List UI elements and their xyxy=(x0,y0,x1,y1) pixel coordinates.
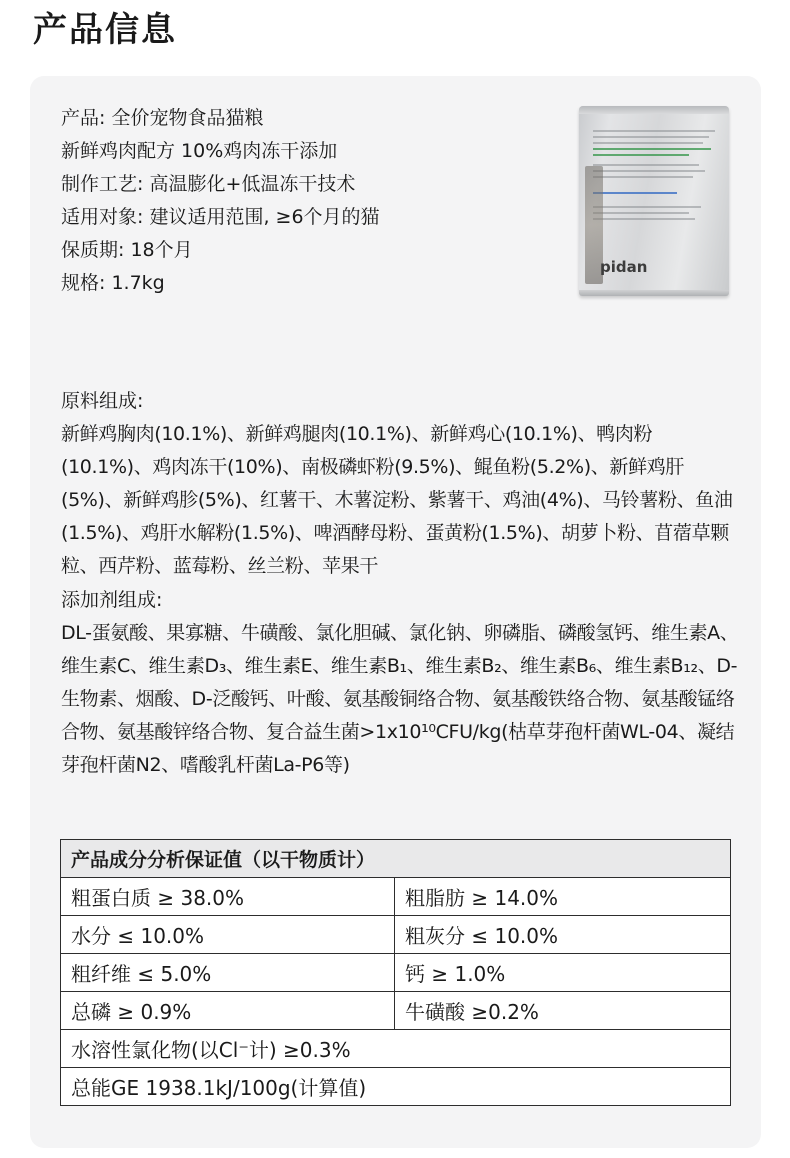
table-cell: 牛磺酸 ≥0.2% xyxy=(395,992,731,1030)
table-cell-full: 水溶性氯化物(以Cl⁻计) ≥0.3% xyxy=(61,1030,731,1068)
ingredients-section xyxy=(61,385,741,583)
bag-brand-label: pidan xyxy=(600,258,648,276)
ingredients-heading: 原料组成: xyxy=(61,390,144,412)
table-cell: 总磷 ≥ 0.9% xyxy=(61,992,395,1030)
additives-heading: 添加剂组成: xyxy=(61,589,163,611)
info-formula: 新鲜鸡肉配方 10%鸡肉冻干添加 xyxy=(61,140,338,162)
table-row xyxy=(61,1030,731,1068)
product-info-card xyxy=(30,76,761,1148)
table-row xyxy=(61,878,731,916)
table-cell: 粗灰分 ≤ 10.0% xyxy=(395,916,731,954)
table-cell: 粗蛋白质 ≥ 38.0% xyxy=(61,878,395,916)
table-header: 产品成分分析保证值（以干物质计） xyxy=(61,840,731,878)
basic-info-list xyxy=(61,102,380,300)
table-cell: 水分 ≤ 10.0% xyxy=(61,916,395,954)
info-spec: 规格: 1.7kg xyxy=(61,272,165,294)
table-cell: 钙 ≥ 1.0% xyxy=(395,954,731,992)
info-shelf-life: 保质期: 18个月 xyxy=(61,239,193,261)
table-row xyxy=(61,916,731,954)
table-row xyxy=(61,1068,731,1106)
table-cell-full: 总能GE 1938.1kJ/100g(计算值) xyxy=(61,1068,731,1106)
table-row xyxy=(61,954,731,992)
table-cell: 粗脂肪 ≥ 14.0% xyxy=(395,878,731,916)
guaranteed-analysis-table xyxy=(60,839,731,1106)
ingredients-text: 新鲜鸡胸肉(10.1%)、新鲜鸡腿肉(10.1%)、新鲜鸡心(10.1%)、鸭肉粉(10.1%)、鸡肉冻干(10%)、南极磷虾粉(9.5%)、鲲鱼粉(5.2%)、新鲜鸡肝(5%)、新鲜鸡胗(5%)、红薯干、木薯淀粉、紫薯干、鸡油(4%)、马铃薯粉、鱼油(1.5%)、鸡肝水解粉(1.5%)、啤酒酵母粉、蛋黄粉(1.5%)、胡萝卜粉、苜蓿草颗粒、西芹粉、蓝莓粉、丝兰粉、苹果干 xyxy=(61,423,733,577)
table-header-row xyxy=(61,840,731,878)
info-target: 适用对象: 建议适用范围, ≥6个月的猫 xyxy=(61,206,380,228)
info-product-name: 产品: 全价宠物食品猫粮 xyxy=(61,107,264,129)
additives-text: DL-蛋氨酸、果寡糖、牛磺酸、氯化胆碱、氯化钠、卵磷脂、磷酸氢钙、维生素A、维生素C、维生素D₃、维生素E、维生素B₁、维生素B₂、维生素B₆、维生素B₁₂、D-生物素、烟酸、D-泛酸钙、叶酸、氨基酸铜络合物、氨基酸铁络合物、氨基酸锰络合物、氨基酸锌络合物、复合益生菌>1x10¹⁰CFU/kg(枯草芽孢杆菌WL-04、凝结芽孢杆菌N2、嗜酸乳杆菌La-P6等) xyxy=(61,622,739,776)
page-title: 产品信息 xyxy=(33,10,177,50)
table-row xyxy=(61,992,731,1030)
table-cell: 粗纤维 ≤ 5.0% xyxy=(61,954,395,992)
product-bag-image xyxy=(579,106,729,296)
info-process: 制作工艺: 高温膨化+低温冻干技术 xyxy=(61,173,356,195)
additives-section xyxy=(61,584,741,782)
